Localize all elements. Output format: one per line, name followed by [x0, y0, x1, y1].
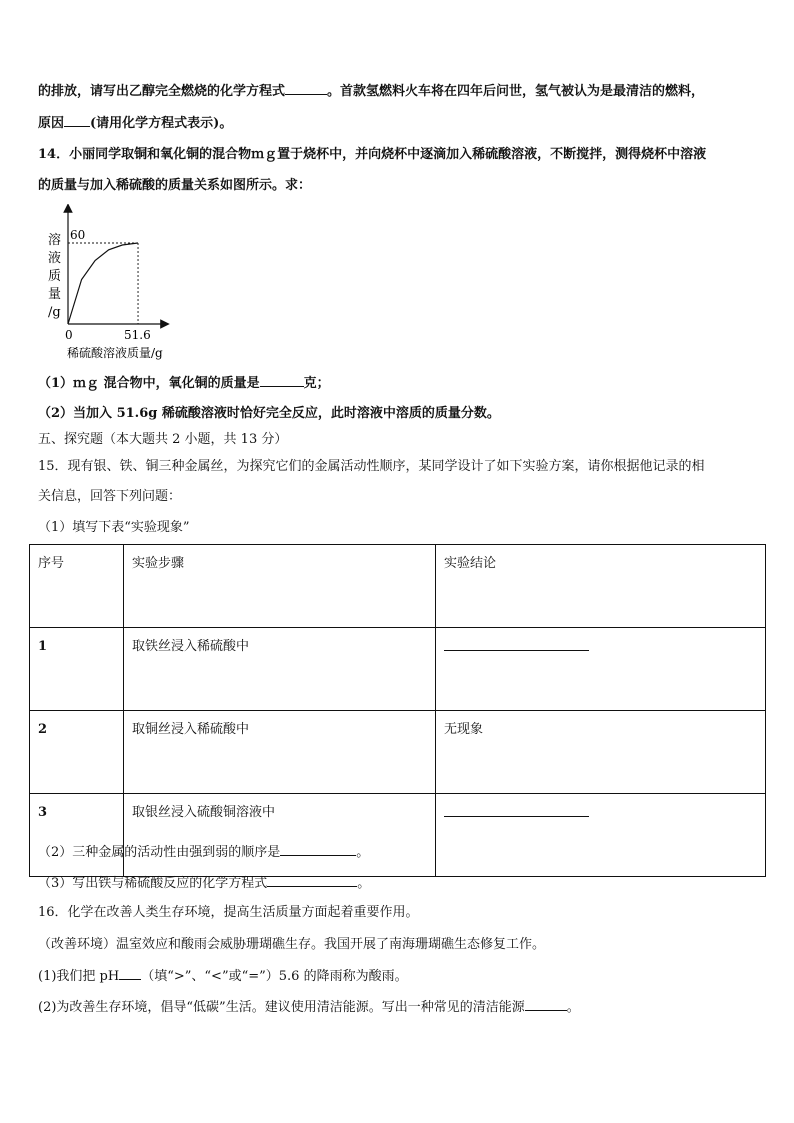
answer-blank: [64, 114, 90, 127]
q15-sub3: [38, 874, 370, 893]
row-step: 取铁丝浸入稀硫酸中: [124, 628, 436, 711]
y-axis-label-char: /g: [48, 305, 61, 320]
y-axis-label-char: 量: [48, 287, 62, 302]
series-line: [68, 243, 138, 324]
q14-text-2: 的质量与加入稀硫酸的质量关系如图所示。求：: [38, 178, 312, 193]
q16-intro: （改善环境）温室效应和酸雨会威胁珊瑚礁生存。我国开展了南海珊瑚礁生态修复工作。: [38, 937, 546, 952]
q15-text-1: 15．现有银、铁、铜三种金属丝，为探究它们的金属活动性顺序，某同学设计了如下实验方案，请你根据他记录的相: [38, 459, 705, 474]
answer-blank: [280, 843, 356, 856]
text-segment: 。: [357, 876, 371, 891]
row-result-cell: [436, 794, 766, 877]
text-segment: (2)为改善生存环境，倡导“低碳”生活。建议使用清洁能源。写出一种常见的清洁能源: [38, 1000, 525, 1015]
answer-blank: [444, 804, 589, 817]
y-tick-label: 60: [70, 228, 86, 242]
text-segment: 原因: [38, 116, 65, 131]
text-segment: 。首款氢燃料火车将在四年后问世，氢气被认为是最清洁的燃料，: [327, 84, 705, 99]
row-no: 2: [30, 711, 124, 794]
y-axis-label-char: 液: [48, 251, 62, 266]
table-header-row: [30, 545, 766, 628]
answer-blank: [260, 374, 304, 387]
text-segment: 。: [566, 1000, 580, 1015]
y-axis-label-char: 溶: [48, 233, 62, 248]
q16-sub2: [38, 998, 580, 1017]
experiment-table: [29, 544, 766, 877]
text-segment: （2）三种金属的活动性由强到弱的顺序是: [38, 845, 281, 860]
table-row: [30, 628, 766, 711]
text-line-2: [38, 114, 232, 133]
text-segment: （填“>”、“<”或“=”）5.6 的降雨称为酸雨。: [141, 969, 408, 984]
y-axis-label-char: 质: [48, 269, 62, 284]
answer-blank: [267, 874, 357, 887]
text-line-1: [38, 82, 704, 101]
text-segment: （1）ｍｇ 混合物中，氧化铜的质量是: [38, 376, 260, 391]
origin-label: 0: [65, 328, 73, 342]
header-step: 实验步骤: [124, 545, 436, 628]
answer-blank: [285, 82, 327, 95]
text-segment: (请用化学方程式表示)。: [90, 116, 233, 131]
row-step: 取铜丝浸入稀硫酸中: [124, 711, 436, 794]
text-segment: 克；: [303, 376, 330, 391]
text-segment: 的排放，请写出乙醇完全燃烧的化学方程式: [38, 84, 286, 99]
q16-text: 16．化学在改善人类生存环境，提高生活质量方面起着重要作用。: [38, 905, 419, 920]
q15-sub1: （1）填写下表“实验现象”: [38, 520, 190, 535]
q15-sub2: [38, 843, 369, 862]
text-segment: （3）写出铁与稀硫酸反应的化学方程式: [38, 876, 268, 891]
row-no: 3: [30, 794, 124, 877]
header-no: 序号: [30, 545, 124, 628]
table-row: [30, 794, 766, 877]
section-heading: 五、探究题（本大题共 2 小题，共 13 分）: [38, 432, 288, 447]
q15-text-2: 关信息，回答下列问题：: [38, 489, 182, 504]
row-result: 无现象: [436, 711, 766, 794]
answer-blank: [525, 998, 567, 1011]
row-step: 取银丝浸入硫酸铜溶液中: [124, 794, 436, 877]
text-segment: 。: [356, 845, 370, 860]
q14-sub1: [38, 374, 330, 393]
x-tick-label: 51.6: [124, 328, 151, 342]
q14-text-1: 14．小丽同学取铜和氧化铜的混合物ｍｇ置于烧杯中，并向烧杯中逐滴加入稀硫酸溶液，不断搅拌，测得烧杯中溶液: [38, 147, 707, 162]
answer-blank: [444, 638, 589, 651]
chart-plot-area: [48, 208, 165, 360]
x-axis-label: 稀硫酸溶液质量/g: [67, 346, 163, 360]
solution-mass-chart: [40, 204, 180, 364]
text-segment: (1)我们把 pH: [38, 969, 120, 984]
row-result-cell: [436, 628, 766, 711]
answer-blank: [119, 967, 141, 980]
header-result: 实验结论: [436, 545, 766, 628]
row-no: 1: [30, 628, 124, 711]
q16-sub1: [38, 967, 408, 986]
table-row: [30, 711, 766, 794]
q14-sub2: （2）当加入 51.6g 稀硫酸溶液时恰好完全反应，此时溶液中溶质的质量分数。: [38, 406, 500, 421]
